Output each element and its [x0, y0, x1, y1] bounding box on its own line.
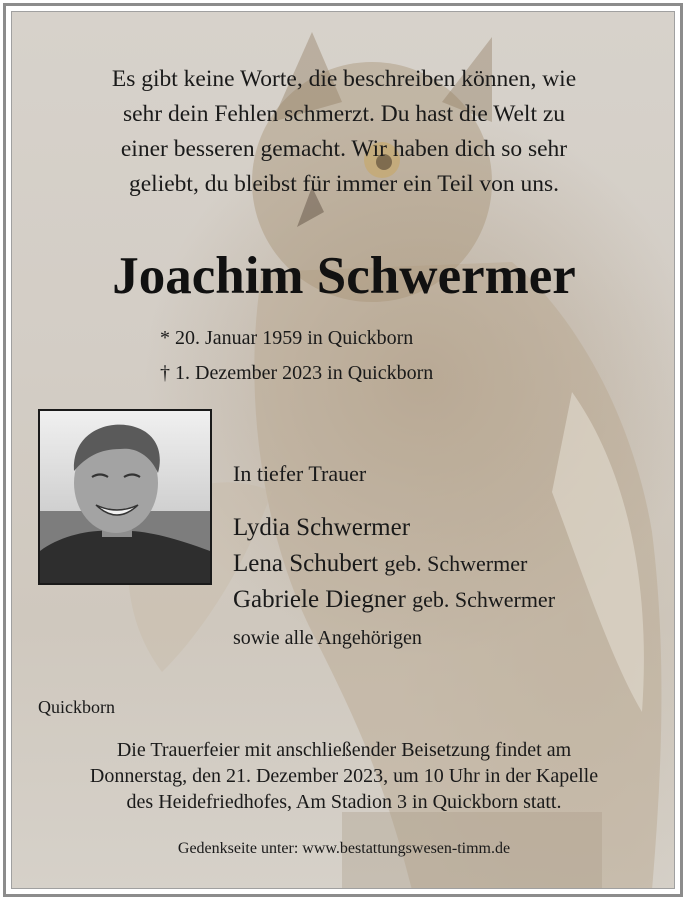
family-member [233, 584, 555, 616]
family-member [233, 512, 410, 544]
verse-line: Es gibt keine Worte, die beschreiben können, wie [111, 66, 577, 92]
birth-date: * 20. Januar 1959 in Quickborn [160, 327, 414, 349]
verse-line: einer besseren gemacht. Wir haben dich so sehr [120, 136, 568, 162]
death-date: † 1. Dezember 2023 in Quickborn [160, 362, 434, 384]
verse-line: sehr dein Fehlen schmerzt. Du hast die Welt zu [122, 101, 566, 127]
family-member-maiden-name: geb. Schwermer [384, 551, 528, 576]
other-relatives: sowie alle Angehörigen [233, 627, 422, 649]
family-member-name: Gabriele Diegner [233, 586, 406, 613]
obituary-card [11, 11, 675, 889]
funeral-details [32, 737, 656, 815]
funeral-line: des Heidefriedhofes, Am Stadion 3 in Quickborn statt. [126, 791, 562, 813]
family-member-name: Lydia Schwermer [233, 514, 411, 541]
mourning-intro: In tiefer Trauer [233, 461, 367, 486]
verse-line: geliebt, du bleibst für immer ein Teil von uns. [129, 171, 559, 197]
portrait-photo [38, 409, 212, 585]
portrait-image [40, 411, 210, 583]
memorial-page-link[interactable]: Gedenkseite unter: www.bestattungswesen-timm.de [177, 840, 511, 857]
deceased-name: Joachim Schwermer [112, 247, 576, 305]
funeral-line: Donnerstag, den 21. Dezember 2023, um 10 Uhr in der Kapelle [89, 765, 599, 787]
place-name: Quickborn [38, 697, 115, 717]
family-member-name: Lena Schubert [233, 550, 379, 577]
verse-quote [42, 62, 646, 202]
family-member [233, 548, 527, 580]
family-member-maiden-name: geb. Schwermer [412, 587, 556, 612]
funeral-line: Die Trauerfeier mit anschließender Beisetzung findet am [116, 739, 572, 761]
